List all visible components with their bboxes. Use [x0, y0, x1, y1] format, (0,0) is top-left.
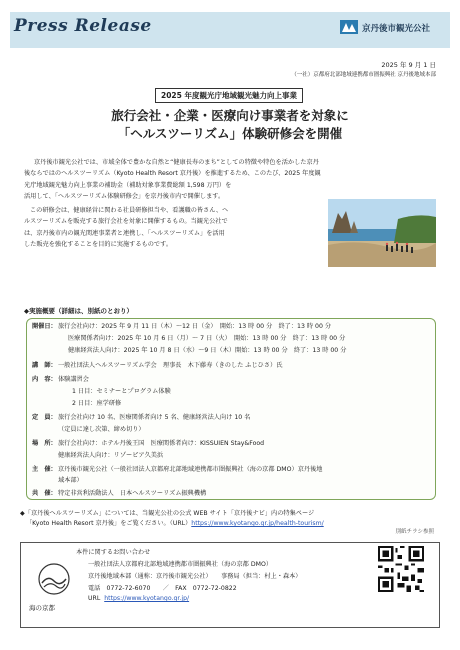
intro-paragraph-1-line-3: 光庁地域観光魅力向上事業の補助金（補助対象事業費総額 1,598 万円）を [24, 182, 232, 189]
sender-name: （一社）京都府北部地域連携都市圏振興社 京丹後地域本部 [291, 72, 436, 78]
cosponsor-label: 共 催： [32, 490, 57, 497]
intro-paragraph-2-line-4: した販売を強化することを目的に実施するものです。 [24, 241, 173, 248]
content-value-3: 2 日目：座学研修 [72, 400, 122, 407]
organization-logo-icon [340, 20, 358, 34]
content-label: 内 容： [32, 376, 57, 383]
headline-line-1: 旅行会社・企業・医療向け事業者を対象に [111, 108, 349, 123]
venue-value-2: 健康経営法人向け：リゾーピア久美浜 [58, 452, 164, 459]
date-travel-agency: 旅行会社向け：2025 年 9 月 11 日（木）～12 日（金） 開始：13 時 00 分 終了：13 時 00 分 [58, 323, 332, 330]
intro-paragraph-2-line-3: は、京丹後市内の観光関連事業者と連携し、「ヘルスツーリズム」を活用 [24, 230, 225, 237]
project-name: 2025 年度観光庁地域観光魅力向上事業 [155, 88, 303, 103]
host-label: 主 催： [32, 466, 57, 473]
intro-paragraph-2-line-2: ルスツーリズムを販売する旅行会社を対象に開催するもの。当観光公社で [24, 218, 228, 225]
overview-heading: ◆実施概要（詳細は、別紙のとおり） [24, 307, 133, 315]
contact-url-row [88, 595, 189, 602]
contact-tel-fax: 電話 0772-72-6070 ／ FAX 0772-72-0822 [88, 585, 237, 592]
content-value-2: 1 日目：セミナーとプログラム体験 [72, 388, 171, 395]
reference-line-2 [26, 518, 324, 527]
qr-code-icon[interactable] [378, 546, 424, 592]
lecturer-value: 一般社団法人ヘルスツーリズム学会 理事長 木下藤寿（きのした ふじひさ）氏 [58, 362, 283, 369]
intro-paragraph-2-line-1: この研修会は、健康経営に関わる社員研修担当や、看護職の皆さん、ヘ [30, 207, 229, 214]
press-release-title: Press Release [14, 16, 152, 36]
cosponsor-value: 特定非営利活動法人 日本ヘルスツーリズム振興機構 [58, 490, 207, 497]
intro-paragraph-1-line-1: 京丹後市観光公社では、市域全体で豊かな自然と“健康長寿のまち”としての特徴や特色を活かした京丹 [34, 159, 319, 166]
host-value-1: 京丹後市観光公社（一般社団法人京都府北部地域連携都市圏振興社（海の京都 DMO）京丹後地 [58, 466, 323, 473]
venue-value-1: 旅行会社向け：ホテル丹後王国 医療関係者向け：KISSUIEN Stay&Food [58, 440, 265, 447]
contact-logo-caption: 海の京都 [29, 604, 55, 612]
content-value-1: 体験講習会 [58, 376, 89, 383]
organization-name: 京丹後市観光公社 [362, 24, 431, 34]
contact-url-link[interactable]: https://www.kyotango.gr.jp/ [104, 595, 190, 602]
release-date: 2025 年 9 月 1 日 [381, 61, 436, 69]
intro-paragraph-1-line-2: 後ならではのヘルスツーリズム（Kyoto Health Resort 京丹後）を推進するため、このたび、2025 年度観 [24, 170, 321, 177]
reference-text: 「Kyoto Health Resort 京丹後」をご覧ください。（URL） [26, 520, 192, 527]
contact-heading: 本件に関するお問い合わせ [76, 549, 151, 556]
contact-url-label: URL [88, 595, 101, 602]
contact-org-1: 一般社団法人京都府北部地域連携都市圏振興社（海の京都 DMO） [88, 561, 273, 568]
headline-line-2: 「ヘルスツーリズム」体験研修会を開催 [117, 126, 343, 141]
date-medical: 医療関係者向け：2025 年 10 月 6 日（月）～ 7 日（火） 開始：13 時 00 分 終了：13 時 00 分 [68, 335, 346, 342]
lecturer-label: 講 師： [32, 362, 57, 369]
capacity-label: 定 員： [32, 414, 57, 421]
date-health-management: 健康経営法人向け：2025 年 10 月 8 日（水）～9 日（木）開始：13 時 00 分 終了：13 時 00 分 [68, 347, 347, 354]
venue-label: 場 所： [32, 440, 57, 447]
reference-line-1: ◆「京丹後ヘルスツーリズム」については、当観光公社の公式 WEB サイト「京丹後ナビ」内の特集ページ [20, 510, 315, 517]
host-value-2: 域本部） [58, 477, 83, 484]
intro-paragraph-1-line-4: 活用して、「ヘルスツーリズム体験研修会」を京丹後市内で開催します。 [24, 193, 225, 200]
capacity-value-1: 旅行会社向け 10 名、医療関係者向け 5 名、健康経営法人向け 10 名 [58, 414, 251, 421]
capacity-value-2: （定員に達し次第、締め切り） [58, 426, 145, 433]
contact-org-2: 京丹後地域本部（通称：京丹後市観光公社） 事務局（担当：村上・森本） [88, 573, 302, 580]
coastal-walking-photo [328, 199, 436, 267]
flyer-note: 別紙チラシ参照 [395, 529, 434, 535]
health-tourism-link[interactable]: https://www.kyotango.gr.jp/health-tourism/ [191, 520, 324, 527]
dates-label: 開催日： [32, 323, 57, 330]
